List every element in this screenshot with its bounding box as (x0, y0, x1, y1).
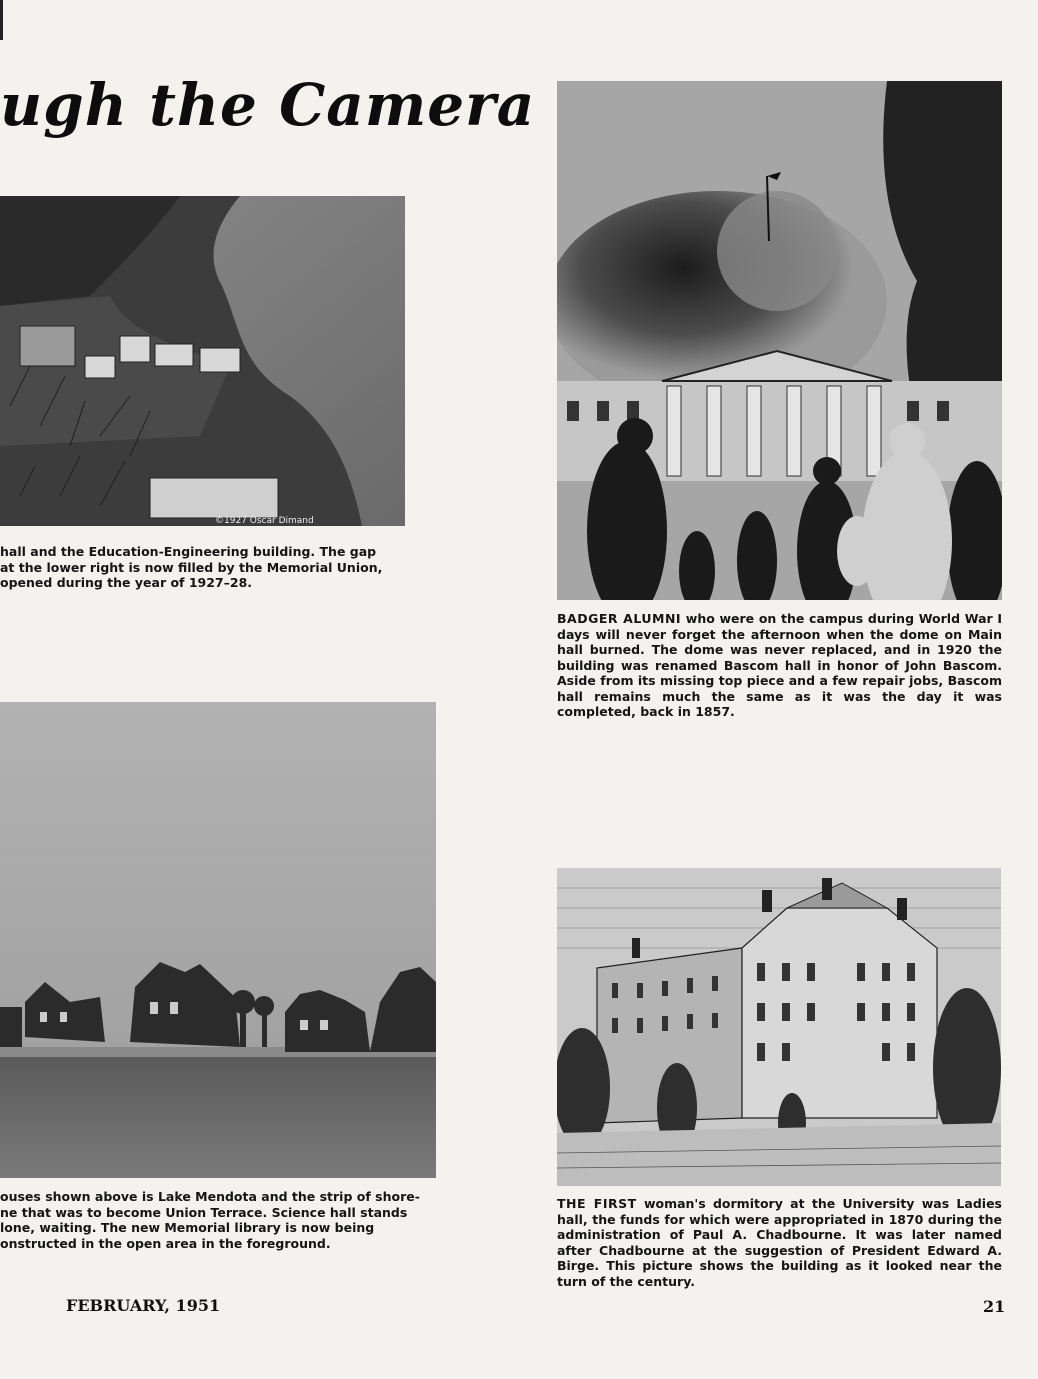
aerial-photo-caption: hall and the Education-Engineering building. The gap at the lower right is now filled by the Memorial Union, opened during the year of 1927–28. (0, 544, 383, 590)
photo-credit: ©1927 Oscar Dimand (215, 516, 314, 526)
page-title: ugh the Camera (0, 71, 536, 139)
dormitory-caption (557, 1196, 1002, 1289)
fire-photo-caption (557, 611, 1002, 720)
aerial-lake-photo (0, 196, 405, 526)
page-number: 21 (983, 1297, 1006, 1316)
dorm-caption-body: woman's dormitory at the University was Ladies hall, the funds for which were appropriated in 1870 during the administration of Paul A. Chadbourne. It was later named after Chadbourne at the suggestion of President Edward A. Birge. This picture shows the building as it looked near the turn of the century. (557, 1196, 1002, 1289)
ladies-hall-engraving (557, 868, 1001, 1186)
houses-photo-caption: ouses shown above is Lake Mendota and the strip of shore- ne that was to become Union Terrace. Science hall stands lone, waiting. The new Memorial library is now being onstructed in the open area in the foreground. (0, 1189, 420, 1251)
dorm-caption-lead: THE FIRST (557, 1196, 637, 1211)
lake-mendota-houses-photo (0, 702, 436, 1178)
fire-caption-body: who were on the campus during World War I days will never forget the afternoon when the dome on Main hall burned. The dome was never replaced, and in 1920 the building was renamed Bascom hall in honor of John Bascom. Aside from its missing top piece and a few repair jobs, Bascom hall remains much the same as it was the day it was completed, back in 1857. (557, 611, 1003, 719)
main-hall-fire-photo (557, 81, 1002, 600)
fire-caption-lead: BADGER ALUMNI (557, 611, 682, 626)
issue-date: FEBRUARY, 1951 (66, 1296, 221, 1315)
page-edge-mark (0, 0, 3, 40)
